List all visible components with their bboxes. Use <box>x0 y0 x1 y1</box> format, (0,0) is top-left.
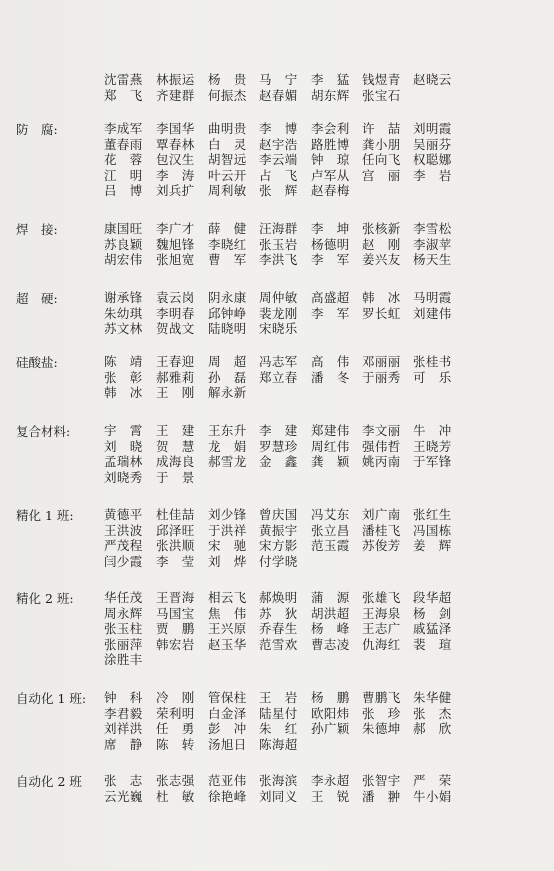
person-name: 赵 刚 <box>362 236 401 252</box>
person-name: 韩 冰 <box>104 385 143 400</box>
person-name: 牛小娟 <box>413 788 452 804</box>
person-name: 贾 鹏 <box>156 621 195 636</box>
person-name: 牛 冲 <box>413 423 452 438</box>
person-name: 王 建 <box>156 423 195 438</box>
person-name: 段华超 <box>413 590 452 605</box>
section-label: 焊 接: <box>16 222 58 237</box>
person-name: 赵晓云 <box>413 72 452 87</box>
person-name: 戚猛泽 <box>413 621 452 636</box>
person-name: 张丽萍 <box>104 636 143 652</box>
person-name: 刘少锋 <box>208 507 247 522</box>
person-name: 王晓芳 <box>413 438 452 454</box>
person-name: 冯国栋 <box>413 522 452 538</box>
person-name: 胡智远 <box>208 152 247 167</box>
person-name: 乔春生 <box>259 621 298 636</box>
person-name: 欧阳炜 <box>311 705 350 721</box>
person-name: 袁云岗 <box>156 290 195 305</box>
person-name: 李 博 <box>259 121 298 136</box>
name-grid <box>104 72 465 103</box>
section-label: 硅酸盐: <box>16 355 58 370</box>
person-name: 白金泽 <box>208 705 247 721</box>
person-name: 王志广 <box>362 621 401 636</box>
person-name: 张志强 <box>156 773 195 788</box>
person-name: 张立昌 <box>311 522 350 538</box>
person-name: 陆星付 <box>259 705 298 721</box>
person-name: 管保柱 <box>208 690 247 705</box>
person-name: 姚丙南 <box>362 454 401 469</box>
person-name: 李 军 <box>311 305 350 321</box>
person-name: 卢军从 <box>311 167 350 183</box>
person-name: 李广才 <box>156 221 195 236</box>
person-name: 汤旭日 <box>208 736 247 752</box>
person-name: 康国旺 <box>104 221 143 236</box>
person-name: 姜兴友 <box>362 252 401 267</box>
person-name: 杨德明 <box>311 236 350 252</box>
person-name: 杜佳喆 <box>156 507 195 522</box>
person-name: 潘 冬 <box>311 369 350 385</box>
name-grid <box>104 121 465 199</box>
person-name: 王 锐 <box>311 788 350 804</box>
person-name: 于 景 <box>156 469 195 485</box>
person-name: 王海泉 <box>362 605 401 621</box>
person-name: 仇海红 <box>362 636 401 652</box>
section-label: 自动化 2 班 <box>16 774 82 789</box>
person-name: 周利敏 <box>208 183 247 198</box>
person-name: 潘桂飞 <box>362 522 401 538</box>
name-grid <box>104 290 465 337</box>
person-name: 曾庆国 <box>259 507 298 522</box>
person-name: 黄振宇 <box>259 522 298 538</box>
person-name: 包汉生 <box>156 152 195 167</box>
person-name: 白 灵 <box>208 136 247 152</box>
person-name: 林振运 <box>156 72 195 87</box>
person-name: 刘 烨 <box>208 553 247 569</box>
person-name: 孙广颖 <box>311 721 350 736</box>
name-grid <box>104 221 465 268</box>
person-name: 李成军 <box>104 121 143 136</box>
person-name: 张玉岩 <box>259 236 298 252</box>
person-name: 云光巍 <box>104 788 143 804</box>
person-name: 冯志军 <box>259 354 298 369</box>
person-name: 宋晓乐 <box>259 321 298 336</box>
person-name: 钱煜青 <box>362 72 401 87</box>
person-name: 魏旭锋 <box>156 236 195 252</box>
person-name: 路胜博 <box>311 136 350 152</box>
person-name: 董春雨 <box>104 136 143 152</box>
person-name: 焦 伟 <box>208 605 247 621</box>
person-name: 可 乐 <box>413 369 452 385</box>
person-name: 于丽秀 <box>362 369 401 385</box>
person-name: 荣利明 <box>156 705 195 721</box>
person-name: 宇 霄 <box>104 423 143 438</box>
person-name: 张海滨 <box>259 773 298 788</box>
person-name: 花 蓉 <box>104 152 143 167</box>
person-name: 蒲 源 <box>311 590 350 605</box>
person-name: 韩宏岩 <box>156 636 195 652</box>
person-name: 李明春 <box>156 305 195 321</box>
person-name: 王东升 <box>208 423 247 438</box>
person-name: 冷 刚 <box>156 690 195 705</box>
person-name: 任 勇 <box>156 721 195 736</box>
person-name: 华任茂 <box>104 590 143 605</box>
person-name: 江 明 <box>104 167 143 183</box>
person-name: 苏俊芳 <box>362 538 401 553</box>
person-name: 宋方影 <box>259 538 298 553</box>
person-name: 张红生 <box>413 507 452 522</box>
person-name: 于洪祥 <box>208 522 247 538</box>
person-name: 邱泽旺 <box>156 522 195 538</box>
person-name: 孙 磊 <box>208 369 247 385</box>
person-name: 黄德平 <box>104 507 143 522</box>
person-name: 严茂程 <box>104 538 143 553</box>
person-name: 裴龙刚 <box>259 305 298 321</box>
name-grid <box>104 773 465 804</box>
person-name: 刘 晓 <box>104 438 143 454</box>
person-name: 成海良 <box>156 454 195 469</box>
person-name: 张智宇 <box>362 773 401 788</box>
person-name: 钟 琼 <box>311 152 350 167</box>
name-grid <box>104 507 465 569</box>
person-name: 龙 娟 <box>208 438 247 454</box>
person-name: 李洪飞 <box>259 252 298 267</box>
person-name: 齐建群 <box>156 87 195 103</box>
person-name: 李国华 <box>156 121 195 136</box>
person-name: 刘明霞 <box>413 121 452 136</box>
section-label: 精化 1 班: <box>16 508 74 523</box>
person-name: 王 刚 <box>156 385 195 400</box>
person-name: 沈雷燕 <box>104 72 143 87</box>
person-name: 苏良颖 <box>104 236 143 252</box>
person-name: 周红伟 <box>311 438 350 454</box>
person-name: 范玉霞 <box>311 538 350 553</box>
person-name: 潘 翀 <box>362 788 401 804</box>
person-name: 刘晓秀 <box>104 469 143 485</box>
person-name: 郝焕明 <box>259 590 298 605</box>
person-name: 马明霞 <box>413 290 452 305</box>
person-name: 占 飞 <box>259 167 298 183</box>
person-name: 解永新 <box>208 385 247 400</box>
person-name: 赵春梅 <box>311 183 350 198</box>
person-name: 胡宏伟 <box>104 252 143 267</box>
person-name: 胡东辉 <box>311 87 350 103</box>
person-name: 席 静 <box>104 736 143 752</box>
person-name: 苏文林 <box>104 321 143 336</box>
person-name: 刘广南 <box>362 507 401 522</box>
person-name: 李 涛 <box>156 167 195 183</box>
person-name: 李晓红 <box>208 236 247 252</box>
person-name: 杨天生 <box>413 252 452 267</box>
section-label: 超 硬: <box>16 291 58 306</box>
person-name: 杨 峰 <box>311 621 350 636</box>
person-name: 阴永康 <box>208 290 247 305</box>
person-name: 陈 转 <box>156 736 195 752</box>
person-name: 曹鹏飞 <box>362 690 401 705</box>
person-name: 彭 冲 <box>208 721 247 736</box>
person-name: 王 岩 <box>259 690 298 705</box>
person-name: 张 杰 <box>413 705 452 721</box>
person-name: 贺战文 <box>156 321 195 336</box>
person-name: 姜 辉 <box>413 538 452 553</box>
person-name: 张桂书 <box>413 354 452 369</box>
person-name: 张 彰 <box>104 369 143 385</box>
person-name: 涂胜丰 <box>104 652 143 667</box>
person-name: 张玉柱 <box>104 621 143 636</box>
person-name: 韩 冰 <box>362 290 401 305</box>
person-name: 金 鑫 <box>259 454 298 469</box>
person-name: 朱幼琪 <box>104 305 143 321</box>
person-name: 吴丽芬 <box>413 136 452 152</box>
person-name: 邱钟峥 <box>208 305 247 321</box>
person-name: 贺 慧 <box>156 438 195 454</box>
person-name: 李淑苹 <box>413 236 452 252</box>
person-name: 叶云开 <box>208 167 247 183</box>
person-name: 覃春林 <box>156 136 195 152</box>
person-name: 李 猛 <box>311 72 350 87</box>
person-name: 杜 敏 <box>156 788 195 804</box>
person-name: 郝 欣 <box>413 721 452 736</box>
person-name: 宋 驰 <box>208 538 247 553</box>
person-name: 李 坤 <box>311 221 350 236</box>
person-name: 张 辉 <box>259 183 298 198</box>
section-label: 防 腐: <box>16 122 58 137</box>
person-name: 张核新 <box>362 221 401 236</box>
person-name: 于军锋 <box>413 454 452 469</box>
person-name: 龚 颖 <box>311 454 350 469</box>
person-name: 李 岩 <box>413 167 452 183</box>
person-name: 冯艾东 <box>311 507 350 522</box>
person-name: 马国宝 <box>156 605 195 621</box>
name-grid <box>104 354 465 401</box>
person-name: 张宝石 <box>362 87 401 103</box>
name-grid <box>104 690 465 752</box>
name-grid <box>104 423 465 485</box>
person-name: 朱华健 <box>413 690 452 705</box>
person-name: 朱德坤 <box>362 721 401 736</box>
person-name: 张旭宽 <box>156 252 195 267</box>
person-name: 李云端 <box>259 152 298 167</box>
person-name: 裴 瑄 <box>413 636 452 652</box>
person-name: 周永辉 <box>104 605 143 621</box>
person-name: 付学晓 <box>259 553 298 569</box>
person-name: 杨 剑 <box>413 605 452 621</box>
person-name: 王洪波 <box>104 522 143 538</box>
person-name: 王晋海 <box>156 590 195 605</box>
person-name: 强伟哲 <box>362 438 401 454</box>
person-name: 郑建伟 <box>311 423 350 438</box>
person-name: 胡洪超 <box>311 605 350 621</box>
person-name: 权聪娜 <box>413 152 452 167</box>
person-name: 王春迎 <box>156 354 195 369</box>
section-label: 精化 2 班: <box>16 591 74 606</box>
person-name: 郝雪龙 <box>208 454 247 469</box>
person-name: 苏 狄 <box>259 605 298 621</box>
person-name: 罗长虹 <box>362 305 401 321</box>
person-name: 罗慧珍 <box>259 438 298 454</box>
person-name: 徐艳峰 <box>208 788 247 804</box>
person-name: 赵玉华 <box>208 636 247 652</box>
person-name: 朱 红 <box>259 721 298 736</box>
person-name: 曹 军 <box>208 252 247 267</box>
person-name: 钟 科 <box>104 690 143 705</box>
person-name: 张 珍 <box>362 705 401 721</box>
person-name: 李文丽 <box>362 423 401 438</box>
person-name: 吕 博 <box>104 183 143 198</box>
person-name: 陆晓明 <box>208 321 247 336</box>
person-name: 赵春媚 <box>259 87 298 103</box>
section-label: 自动化 1 班: <box>16 691 87 706</box>
person-name: 范雪欢 <box>259 636 298 652</box>
person-name: 任向飞 <box>362 152 401 167</box>
person-name: 薛 健 <box>208 221 247 236</box>
person-name: 李雪松 <box>413 221 452 236</box>
person-name: 张雄飞 <box>362 590 401 605</box>
person-name: 周仲敏 <box>259 290 298 305</box>
person-name: 高盛超 <box>311 290 350 305</box>
person-name: 张 志 <box>104 773 143 788</box>
person-name: 郑 飞 <box>104 87 143 103</box>
person-name: 李 建 <box>259 423 298 438</box>
person-name: 曲明贵 <box>208 121 247 136</box>
person-name: 马 宁 <box>259 72 298 87</box>
person-name: 杨 贵 <box>208 72 247 87</box>
person-name: 孟瑞林 <box>104 454 143 469</box>
person-name: 郑立春 <box>259 369 298 385</box>
person-name: 赵宇浩 <box>259 136 298 152</box>
person-name: 何振杰 <box>208 87 247 103</box>
person-name: 邓丽丽 <box>362 354 401 369</box>
person-name: 李 军 <box>311 252 350 267</box>
person-name: 李会利 <box>311 121 350 136</box>
person-name: 李永超 <box>311 773 350 788</box>
person-name: 陈 靖 <box>104 354 143 369</box>
person-name: 范亚伟 <box>208 773 247 788</box>
person-name: 龚小朋 <box>362 136 401 152</box>
section-label: 复合材料: <box>16 424 71 439</box>
person-name: 宫 丽 <box>362 167 401 183</box>
person-name: 陈海超 <box>259 736 298 752</box>
person-name: 闫少霞 <box>104 553 143 569</box>
name-grid <box>104 590 465 668</box>
person-name: 张洪顺 <box>156 538 195 553</box>
person-name: 刘兵扩 <box>156 183 195 198</box>
person-name: 曹志凌 <box>311 636 350 652</box>
person-name: 谢承锋 <box>104 290 143 305</box>
person-name: 许 喆 <box>362 121 401 136</box>
person-name: 周 超 <box>208 354 247 369</box>
person-name: 相云飞 <box>208 590 247 605</box>
person-name: 王兴原 <box>208 621 247 636</box>
person-name: 汪海群 <box>259 221 298 236</box>
person-name: 严 荣 <box>413 773 452 788</box>
person-name: 刘同义 <box>259 788 298 804</box>
person-name: 郝雅莉 <box>156 369 195 385</box>
person-name: 刘祥洪 <box>104 721 143 736</box>
person-name: 李 莹 <box>156 553 195 569</box>
person-name: 刘建伟 <box>413 305 452 321</box>
person-name: 高 伟 <box>311 354 350 369</box>
person-name: 杨 鹏 <box>311 690 350 705</box>
person-name: 李君毅 <box>104 705 143 721</box>
